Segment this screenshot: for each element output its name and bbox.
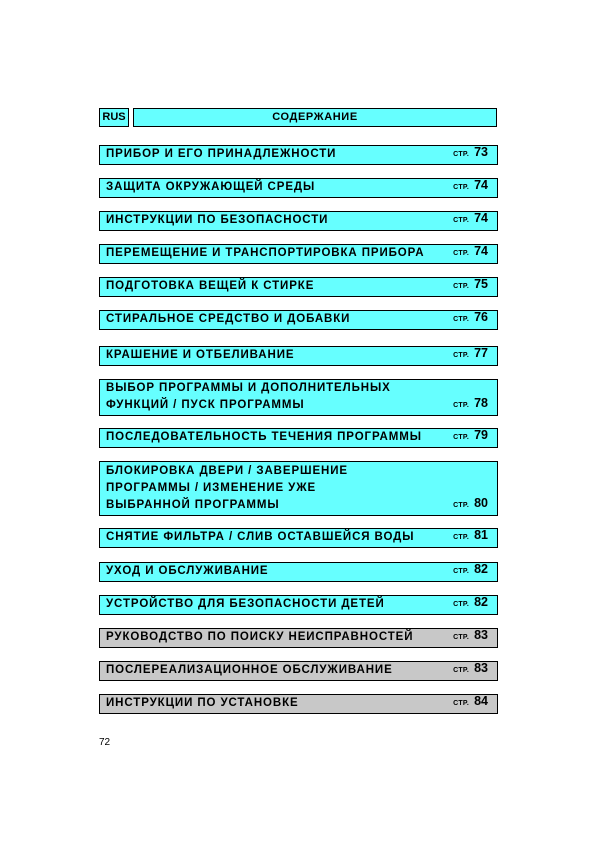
page-number-ref: 84 xyxy=(474,694,488,708)
toc-entry-label: ИНСТРУКЦИИ ПО УСТАНОВКЕ xyxy=(106,697,299,709)
toc-entry-page xyxy=(453,560,488,581)
toc-entry[interactable] xyxy=(99,595,498,615)
page-prefix: СТР. xyxy=(453,700,470,707)
toc-entry-label: КРАШЕНИЕ И ОТБЕЛИВАНИЕ xyxy=(106,349,295,361)
toc-entry-page xyxy=(453,143,488,164)
page-prefix: СТР. xyxy=(453,502,470,509)
toc-entry[interactable] xyxy=(99,694,498,714)
toc-entry-label: ВЫБОР ПРОГРАММЫ И ДОПОЛНИТЕЛЬНЫХ ФУНКЦИЙ / ПУСК ПРОГРАММЫ xyxy=(106,382,391,411)
toc-entry-label: ИНСТРУКЦИИ ПО БЕЗОПАСНОСТИ xyxy=(106,214,329,226)
toc-entry[interactable] xyxy=(99,661,498,681)
toc-entry-label: ЗАЩИТА ОКРУЖАЮЩЕЙ СРЕДЫ xyxy=(106,181,316,193)
page-prefix: СТР. xyxy=(453,316,470,323)
page-number-ref: 74 xyxy=(474,211,488,225)
page-prefix: СТР. xyxy=(453,283,470,290)
page-number-ref: 76 xyxy=(474,310,488,324)
toc-entry-page xyxy=(453,692,488,713)
page-prefix: СТР. xyxy=(453,434,470,441)
toc-entry-label: ПРИБОР И ЕГО ПРИНАДЛЕЖНОСТИ xyxy=(106,148,337,160)
page-prefix: СТР. xyxy=(453,250,470,257)
page-number-ref: 78 xyxy=(474,396,488,410)
page-prefix: СТР. xyxy=(453,151,470,158)
language-label: RUS xyxy=(99,108,129,127)
toc-entry-page xyxy=(453,275,488,296)
toc-entry[interactable] xyxy=(99,562,498,582)
toc-entry[interactable] xyxy=(99,346,498,366)
page-number-ref: 75 xyxy=(474,277,488,291)
page-number-ref: 80 xyxy=(474,496,488,510)
toc-entry-label: ПЕРЕМЕЩЕНИЕ И ТРАНСПОРТИРОВКА ПРИБОРА xyxy=(106,247,425,259)
toc-entry-page xyxy=(453,176,488,197)
page-number-ref: 74 xyxy=(474,178,488,192)
toc-entry[interactable] xyxy=(99,628,498,648)
toc-entry[interactable] xyxy=(99,428,498,448)
page-number: 72 xyxy=(99,737,111,748)
page-number-ref: 77 xyxy=(474,346,488,360)
toc-entry[interactable] xyxy=(99,145,498,165)
toc-entry-label: ПОСЛЕДОВАТЕЛЬНОСТЬ ТЕЧЕНИЯ ПРОГРАММЫ xyxy=(106,431,422,443)
toc-entry-label: УХОД И ОБСЛУЖИВАНИЕ xyxy=(106,565,269,577)
toc-entry[interactable] xyxy=(99,310,498,330)
toc-entry-label: РУКОВОДСТВО ПО ПОИСКУ НЕИСПРАВНОСТЕЙ xyxy=(106,631,414,643)
toc-entry-label: БЛОКИРОВКА ДВЕРИ / ЗАВЕРШЕНИЕ ПРОГРАММЫ / ИЗМЕНЕНИЕ УЖЕ ВЫБРАННОЙ ПРОГРАММЫ xyxy=(106,465,348,511)
toc-entry[interactable] xyxy=(99,244,498,264)
page-prefix: СТР. xyxy=(453,352,470,359)
page-number-ref: 79 xyxy=(474,428,488,442)
toc-entry-page xyxy=(453,526,488,547)
page-number-ref: 81 xyxy=(474,528,488,542)
page-prefix: СТР. xyxy=(453,634,470,641)
toc-entry[interactable] xyxy=(99,277,498,297)
toc-entry[interactable] xyxy=(99,379,498,416)
toc-entry[interactable] xyxy=(99,528,498,548)
page-prefix: СТР. xyxy=(453,217,470,224)
toc-entry[interactable] xyxy=(99,178,498,198)
page-number-ref: 74 xyxy=(474,244,488,258)
toc-entry-page xyxy=(453,626,488,647)
toc-entry-page xyxy=(453,593,488,614)
page-prefix: СТР. xyxy=(453,568,470,575)
toc-entry-page xyxy=(453,242,488,263)
toc-entry[interactable] xyxy=(99,461,498,516)
toc-entry-page xyxy=(453,209,488,230)
toc-entry-page xyxy=(453,494,488,515)
page-prefix: СТР. xyxy=(453,402,470,409)
toc-entry-page xyxy=(453,308,488,329)
page-number-ref: 73 xyxy=(474,145,488,159)
toc-entry-label: УСТРОЙСТВО ДЛЯ БЕЗОПАСНОСТИ ДЕТЕЙ xyxy=(106,598,385,610)
toc-entry-page xyxy=(453,659,488,680)
toc-title: СОДЕРЖАНИЕ xyxy=(133,108,497,127)
page-prefix: СТР. xyxy=(453,601,470,608)
page-prefix: СТР. xyxy=(453,667,470,674)
page-number-ref: 83 xyxy=(474,661,488,675)
page-prefix: СТР. xyxy=(453,184,470,191)
toc-entry-page xyxy=(453,394,488,415)
toc-entry-page xyxy=(453,426,488,447)
toc-entry-label: ПОДГОТОВКА ВЕЩЕЙ К СТИРКЕ xyxy=(106,280,315,292)
toc-entry-page xyxy=(453,344,488,365)
page-number-ref: 82 xyxy=(474,595,488,609)
toc-entry[interactable] xyxy=(99,211,498,231)
toc-entry-label: СТИРАЛЬНОЕ СРЕДСТВО И ДОБАВКИ xyxy=(106,313,351,325)
toc-entry-label: СНЯТИЕ ФИЛЬТРА / СЛИВ ОСТАВШЕЙСЯ ВОДЫ xyxy=(106,531,415,543)
page-prefix: СТР. xyxy=(453,534,470,541)
toc-entry-label: ПОСЛЕРЕАЛИЗАЦИОННОЕ ОБСЛУЖИВАНИЕ xyxy=(106,664,393,676)
page-number-ref: 83 xyxy=(474,628,488,642)
page-number-ref: 82 xyxy=(474,562,488,576)
